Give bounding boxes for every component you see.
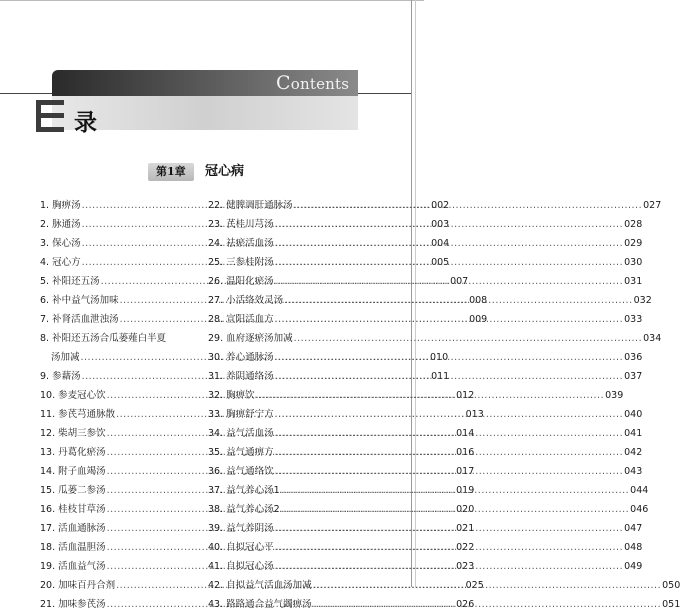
toc-entry-page: 009 bbox=[469, 314, 488, 325]
toc-entry-title: 17. 活血通脉汤 bbox=[40, 523, 106, 534]
toc-entry-page: 026 bbox=[456, 599, 475, 610]
toc-leader-dots bbox=[294, 329, 642, 348]
toc-entry-page: 050 bbox=[662, 580, 680, 591]
toc-entry-page: 041 bbox=[624, 428, 643, 439]
header-rule-left bbox=[0, 93, 52, 94]
toc-entry-page: 027 bbox=[643, 200, 662, 211]
toc-leader-dots bbox=[313, 576, 661, 595]
toc-entry-title: 23. 芪桂川芎汤 bbox=[208, 219, 274, 230]
contents-header-shade bbox=[52, 96, 358, 130]
toc-entry-page: 005 bbox=[431, 257, 450, 268]
toc-leader-dots bbox=[275, 367, 623, 386]
toc-leader-dots bbox=[275, 538, 623, 557]
toc-entry-title: 27. 小活络效灵汤 bbox=[208, 295, 284, 306]
toc-leader-dots bbox=[294, 196, 642, 215]
toc-entry-title: 2. 脉通汤 bbox=[40, 219, 81, 230]
toc-entry-page: 036 bbox=[624, 352, 643, 363]
contents-heading-rest: ontents bbox=[290, 75, 350, 93]
toc-entry-page: 030 bbox=[624, 257, 643, 268]
toc-entry-page: 002 bbox=[431, 200, 450, 211]
toc-entry-page: 031 bbox=[624, 276, 643, 287]
toc-entry-page: 033 bbox=[624, 314, 643, 325]
toc-leader-dots bbox=[275, 462, 623, 481]
toc-entry-title: 5. 补阳还五汤 bbox=[40, 276, 100, 287]
toc-leader-dots bbox=[275, 424, 623, 443]
toc-leader-dots bbox=[256, 386, 604, 405]
toc-leader-dots bbox=[275, 253, 623, 272]
toc-entry-title: 13. 丹葛化瘀汤 bbox=[40, 447, 106, 458]
toc-entry-page: 042 bbox=[624, 447, 643, 458]
toc-entry-page: 029 bbox=[624, 238, 643, 249]
toc-entry-title: 12. 柴胡三参饮 bbox=[40, 428, 106, 439]
toc-entry-title: 26. 温阳化瘀汤 bbox=[208, 276, 274, 287]
toc-leader-dots bbox=[281, 500, 629, 519]
toc-entry-page: 016 bbox=[456, 447, 475, 458]
toc-entry-title: 25. 三参桂附汤 bbox=[208, 257, 274, 268]
toc-entry-page: 034 bbox=[643, 333, 662, 344]
toc-entry-page: 003 bbox=[431, 219, 450, 230]
toc-entry-page: 012 bbox=[456, 390, 475, 401]
toc-entry-title: 汤加减 bbox=[51, 352, 80, 363]
toc-entry-page: 025 bbox=[465, 580, 484, 591]
toc-entry-title: 11. 参芪芎通脉散 bbox=[40, 409, 116, 420]
toc-entry-title: 15. 瓜蒌二参汤 bbox=[40, 485, 106, 496]
toc-entry-page: 048 bbox=[624, 542, 643, 553]
toc-entry-title: 39. 益气养阴汤 bbox=[208, 523, 274, 534]
toc-entry-page: 049 bbox=[624, 561, 643, 572]
toc-entry-page: 040 bbox=[624, 409, 643, 420]
title-char: 录 bbox=[74, 109, 97, 136]
toc-entry-page: 039 bbox=[605, 390, 624, 401]
toc-leader-dots bbox=[275, 557, 623, 576]
header-rule-right bbox=[358, 93, 411, 94]
toc-entry-title: 42. 自拟益气活血汤加减 bbox=[208, 580, 312, 591]
toc-entry-title: 34. 益气活血汤 bbox=[208, 428, 274, 439]
toc-entry-page: 046 bbox=[630, 504, 649, 515]
toc-entry-page: 021 bbox=[456, 523, 475, 534]
chapter-title: 冠心病 bbox=[205, 164, 245, 179]
toc-entry-title: 7. 补肾活血泄浊汤 bbox=[40, 314, 119, 325]
toc-entry-title: 16. 桂枝甘草汤 bbox=[40, 504, 106, 515]
toc-leader-dots bbox=[284, 291, 632, 310]
toc-entry-page: 022 bbox=[456, 542, 475, 553]
toc-entry-title: 22. 健脾调肝通脉汤 bbox=[208, 200, 293, 211]
toc-entry-title: 40. 自拟冠心平 bbox=[208, 542, 274, 553]
toc-entry-page: 013 bbox=[465, 409, 484, 420]
toc-entry-page: 017 bbox=[456, 466, 475, 477]
toc-entry-title: 9. 参藉汤 bbox=[40, 371, 81, 382]
toc-entry[interactable] bbox=[40, 329, 192, 348]
toc-entry-page: 004 bbox=[431, 238, 450, 249]
toc-entry-page: 044 bbox=[630, 485, 649, 496]
toc-entry-page: 028 bbox=[624, 219, 643, 230]
toc-entry-title: 10. 参麦冠心饮 bbox=[40, 390, 106, 401]
toc-leader-dots bbox=[313, 595, 661, 614]
toc-entry-title: 1. 胸痹汤 bbox=[40, 200, 81, 211]
toc-leader-dots bbox=[281, 481, 629, 500]
toc-entry-title: 30. 养心通脉汤 bbox=[208, 352, 274, 363]
toc-entry-title: 24. 祛瘀活血汤 bbox=[208, 238, 274, 249]
toc-entry-title: 37. 益气养心汤1 bbox=[208, 485, 280, 496]
toc-entry-title: 35. 益气通痹方 bbox=[208, 447, 274, 458]
toc-entry-page: 043 bbox=[624, 466, 643, 477]
toc-entry-page: 051 bbox=[662, 599, 680, 610]
toc-leader-dots bbox=[275, 215, 623, 234]
toc-entry-page: 032 bbox=[633, 295, 652, 306]
toc-entry-title: 18. 活血温胆汤 bbox=[40, 542, 106, 553]
toc-entry-title: 19. 活血益气汤 bbox=[40, 561, 106, 572]
toc-entry-title: 41. 自拟冠心汤 bbox=[208, 561, 274, 572]
toc-entry-page: 020 bbox=[456, 504, 475, 515]
toc-entry-page: 008 bbox=[469, 295, 488, 306]
toc-entry-title: 3. 保心汤 bbox=[40, 238, 81, 249]
toc-entry-title: 36. 益气通络饮 bbox=[208, 466, 274, 477]
toc-entry-page: 019 bbox=[456, 485, 475, 496]
toc-leader-dots bbox=[275, 310, 623, 329]
toc-entry-page: 010 bbox=[429, 352, 449, 363]
toc-entry-title: 43. 路路通合益气蠲痹汤 bbox=[208, 599, 312, 610]
toc-leader-dots bbox=[275, 405, 623, 424]
toc-entry-title: 21. 加味参芪汤 bbox=[40, 599, 106, 610]
toc-entry-title: 29. 血府逐瘀汤加减 bbox=[208, 333, 293, 344]
toc-entry-page: 037 bbox=[624, 371, 643, 382]
toc-leader-dots bbox=[275, 348, 623, 367]
toc-entry-page: 014 bbox=[456, 428, 475, 439]
toc-entry-title: 33. 胸痹舒宁方 bbox=[208, 409, 274, 420]
toc-entry-title: 20. 加味百丹合剂 bbox=[40, 580, 116, 591]
toc-leader-dots bbox=[275, 443, 623, 462]
toc-entry-title: 32. 胸痹饮 bbox=[208, 390, 255, 401]
toc-entry-page: 007 bbox=[450, 276, 469, 287]
toc-leader-dots bbox=[275, 234, 623, 253]
toc-entry-title: 31. 养阴通络汤 bbox=[208, 371, 274, 382]
toc-entry-title: 28. 宣阳活血方 bbox=[208, 314, 274, 325]
toc-entry-title: 14. 附子血竭汤 bbox=[40, 466, 106, 477]
toc-entry-page: 023 bbox=[456, 561, 475, 572]
toc-entry-page: 047 bbox=[624, 523, 643, 534]
toc-leader-dots bbox=[275, 272, 623, 291]
contents-heading bbox=[276, 70, 349, 96]
toc-entry-title: 4. 冠心方 bbox=[40, 257, 81, 268]
toc-entry[interactable] bbox=[208, 329, 662, 348]
toc-entry-page: 011 bbox=[431, 371, 450, 382]
toc-entry-title: 38. 益气养心汤2 bbox=[208, 504, 280, 515]
toc-entry-title: 6. 补中益气汤加味 bbox=[40, 295, 119, 306]
mu-glyph-graphic bbox=[36, 100, 68, 132]
contents-heading-cap: C bbox=[276, 72, 291, 94]
toc-leader-dots bbox=[275, 519, 623, 538]
chapter-badge: 第1章 bbox=[148, 163, 194, 181]
toc-entry-title: 8. 补阳还五汤合瓜蒌薤白半夏 bbox=[40, 333, 167, 344]
